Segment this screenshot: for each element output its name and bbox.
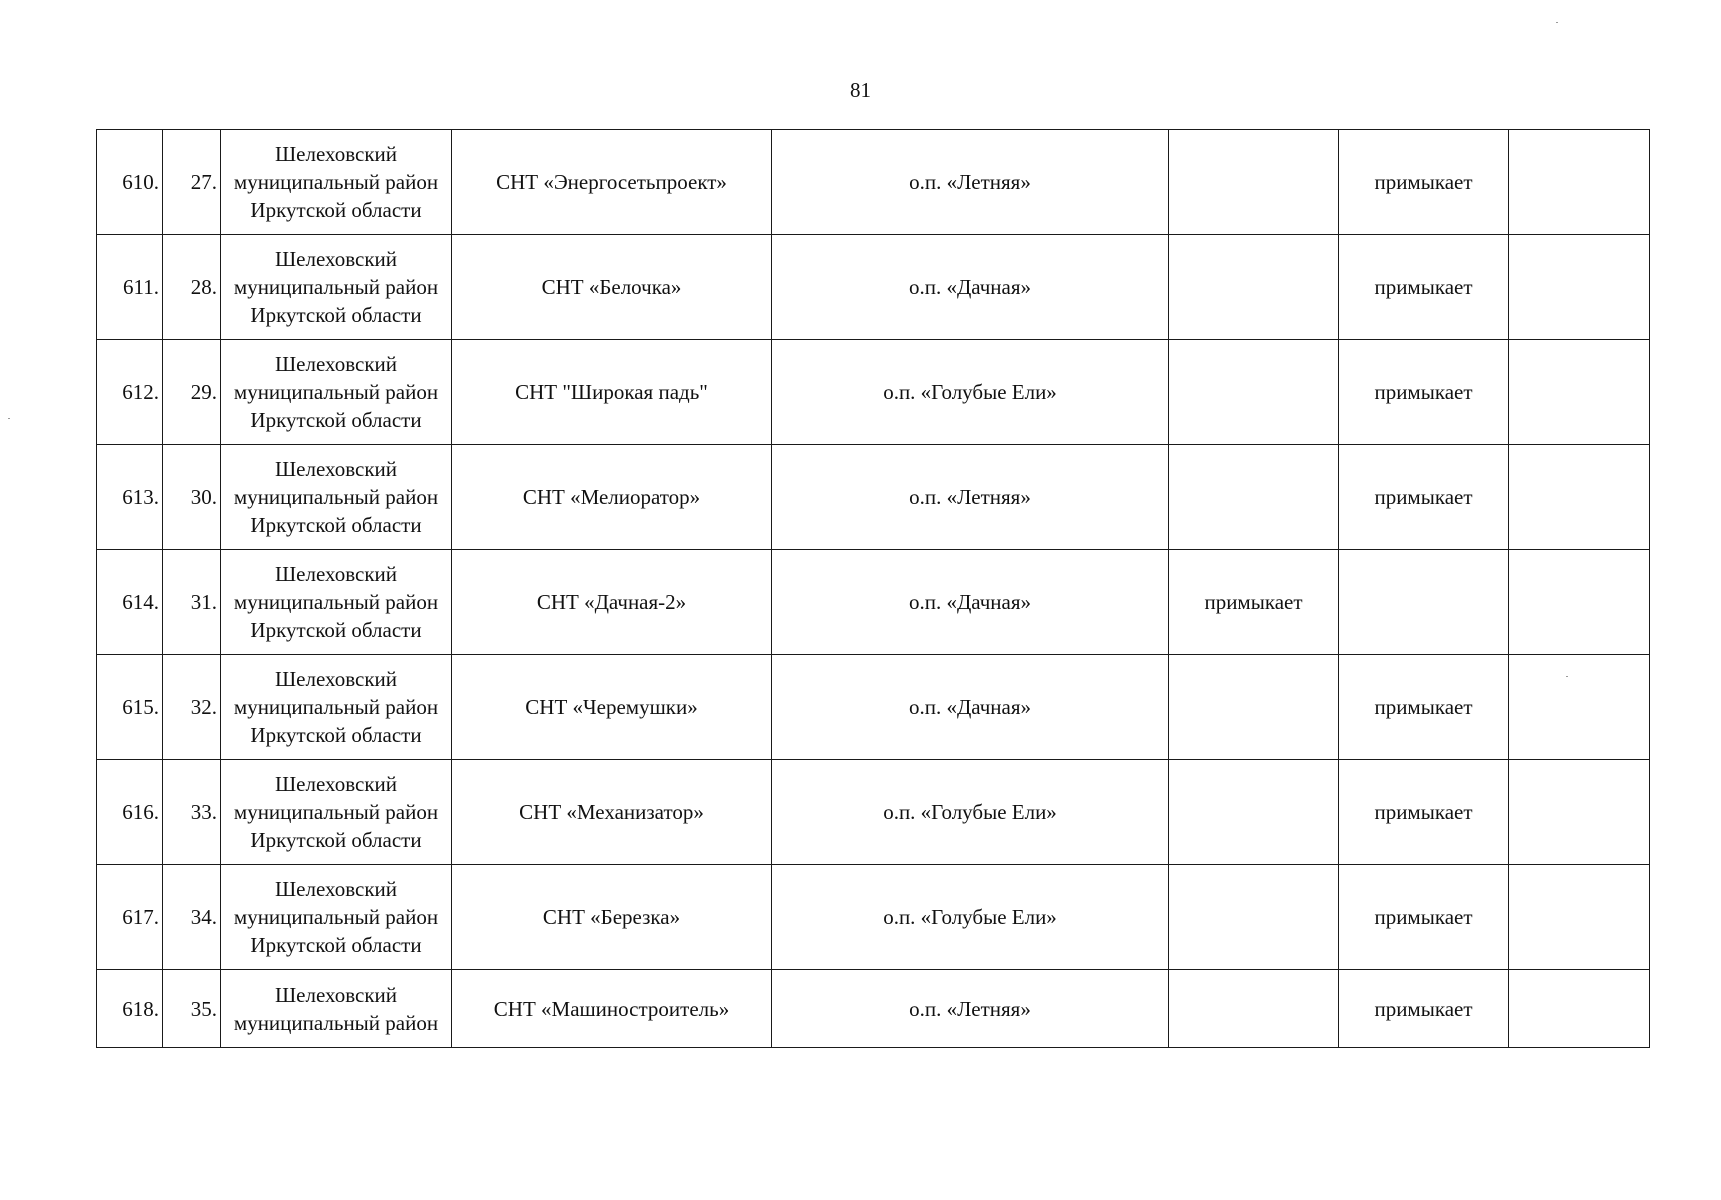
stop-point-cell: о.п. «Дачная» (772, 235, 1169, 340)
district-cell (221, 865, 452, 970)
district-line: муниципальный район (233, 1010, 439, 1035)
row-number-cell: 616. (97, 760, 163, 865)
district-line: Иркутской области (250, 198, 422, 222)
scan-speck (1566, 676, 1568, 677)
stop-point-cell: о.п. «Летняя» (772, 130, 1169, 235)
district-line: Шелеховский (274, 667, 398, 691)
table-row (97, 970, 1650, 1048)
district-line: Шелеховский (274, 772, 398, 796)
sub-number-cell: 27. (163, 130, 221, 235)
district-line: Иркутской области (250, 408, 422, 432)
stop-point-cell: о.п. «Дачная» (772, 550, 1169, 655)
district-cell (221, 760, 452, 865)
sub-number-cell: 33. (163, 760, 221, 865)
row-number-cell: 617. (97, 865, 163, 970)
district-line: муниципальный район (233, 275, 439, 299)
district-cell (221, 970, 452, 1048)
adjacency-cell-b: примыкает (1339, 865, 1509, 970)
district-line: Шелеховский (274, 142, 398, 166)
adjacency-cell-b: примыкает (1339, 235, 1509, 340)
settlement-name-cell: СНТ «Мелиоратор» (452, 445, 772, 550)
adjacency-cell-b: примыкает (1339, 445, 1509, 550)
district-cell (221, 550, 452, 655)
note-cell (1509, 235, 1650, 340)
note-cell (1509, 760, 1650, 865)
adjacency-cell-b: примыкает (1339, 970, 1509, 1048)
sub-number-cell: 28. (163, 235, 221, 340)
sub-number-cell: 32. (163, 655, 221, 760)
adjacency-cell-a (1169, 970, 1339, 1048)
district-line: муниципальный район (233, 800, 439, 824)
district-cell (221, 235, 452, 340)
settlement-name-cell: СНТ "Широкая падь" (452, 340, 772, 445)
settlement-name-cell: СНТ «Белочка» (452, 235, 772, 340)
note-cell (1509, 655, 1650, 760)
row-number-cell: 610. (97, 130, 163, 235)
sub-number-cell: 31. (163, 550, 221, 655)
district-line: Шелеховский (274, 352, 398, 376)
adjacency-cell-b: примыкает (1339, 655, 1509, 760)
table-row (97, 865, 1650, 970)
table-body (97, 130, 1650, 1048)
settlement-name-cell: СНТ «Черемушки» (452, 655, 772, 760)
stop-point-cell: о.п. «Летняя» (772, 970, 1169, 1048)
table-row (97, 760, 1650, 865)
stop-point-cell: о.п. «Голубые Ели» (772, 340, 1169, 445)
district-cell (221, 655, 452, 760)
district-line: Иркутской области (250, 513, 422, 537)
note-cell (1509, 340, 1650, 445)
page-number: 81 (850, 78, 871, 102)
district-line: муниципальный район (233, 905, 439, 929)
note-cell (1509, 130, 1650, 235)
settlement-name-cell: СНТ «Энергосетьпроект» (452, 130, 772, 235)
district-line: муниципальный район (233, 590, 439, 614)
table-row (97, 550, 1650, 655)
table-row (97, 130, 1650, 235)
note-cell (1509, 445, 1650, 550)
scan-speck (1556, 22, 1558, 23)
adjacency-cell-a (1169, 865, 1339, 970)
adjacency-cell-a (1169, 655, 1339, 760)
district-line: Шелеховский (274, 982, 398, 1007)
row-number-cell: 611. (97, 235, 163, 340)
adjacency-cell-a (1169, 340, 1339, 445)
sub-number-cell: 29. (163, 340, 221, 445)
district-line: Иркутской области (250, 303, 422, 327)
scan-speck (8, 418, 10, 419)
district-line: Иркутской области (250, 618, 422, 642)
sub-number-cell: 30. (163, 445, 221, 550)
table-row (97, 445, 1650, 550)
district-line: Иркутской области (250, 828, 422, 852)
note-cell (1509, 550, 1650, 655)
adjacency-cell-b: примыкает (1339, 130, 1509, 235)
row-number-cell: 612. (97, 340, 163, 445)
district-line: муниципальный район (233, 380, 439, 404)
table-row (97, 235, 1650, 340)
sub-number-cell: 34. (163, 865, 221, 970)
note-cell (1509, 970, 1650, 1048)
row-number-cell: 618. (97, 970, 163, 1048)
stop-point-cell: о.п. «Летняя» (772, 445, 1169, 550)
adjacency-cell-a (1169, 130, 1339, 235)
stop-point-cell: о.п. «Дачная» (772, 655, 1169, 760)
district-line: муниципальный район (233, 485, 439, 509)
adjacency-cell-a (1169, 760, 1339, 865)
settlement-name-cell: СНТ «Дачная-2» (452, 550, 772, 655)
adjacency-cell-b: примыкает (1339, 340, 1509, 445)
sub-number-cell: 35. (163, 970, 221, 1048)
settlements-table (96, 129, 1650, 1048)
row-number-cell: 614. (97, 550, 163, 655)
row-number-cell: 613. (97, 445, 163, 550)
table-row (97, 655, 1650, 760)
district-line: муниципальный район (233, 170, 439, 194)
settlement-name-cell: СНТ «Механизатор» (452, 760, 772, 865)
district-cell (221, 130, 452, 235)
district-line: Шелеховский (274, 247, 398, 271)
settlement-name-cell: СНТ «Березка» (452, 865, 772, 970)
district-cell (221, 340, 452, 445)
district-line: Шелеховский (274, 457, 398, 481)
adjacency-cell-b: примыкает (1339, 760, 1509, 865)
row-number-cell: 615. (97, 655, 163, 760)
adjacency-cell-b (1339, 550, 1509, 655)
adjacency-cell-a: примыкает (1169, 550, 1339, 655)
district-line: Иркутской области (250, 723, 422, 747)
settlement-name-cell: СНТ «Машиностроитель» (452, 970, 772, 1048)
stop-point-cell: о.п. «Голубые Ели» (772, 760, 1169, 865)
district-line: Иркутской области (250, 933, 422, 957)
note-cell (1509, 865, 1650, 970)
district-line: муниципальный район (233, 695, 439, 719)
stop-point-cell: о.п. «Голубые Ели» (772, 865, 1169, 970)
adjacency-cell-a (1169, 235, 1339, 340)
district-cell (221, 445, 452, 550)
district-line: Шелеховский (274, 562, 398, 586)
table-row (97, 340, 1650, 445)
district-line: Шелеховский (274, 877, 398, 901)
adjacency-cell-a (1169, 445, 1339, 550)
